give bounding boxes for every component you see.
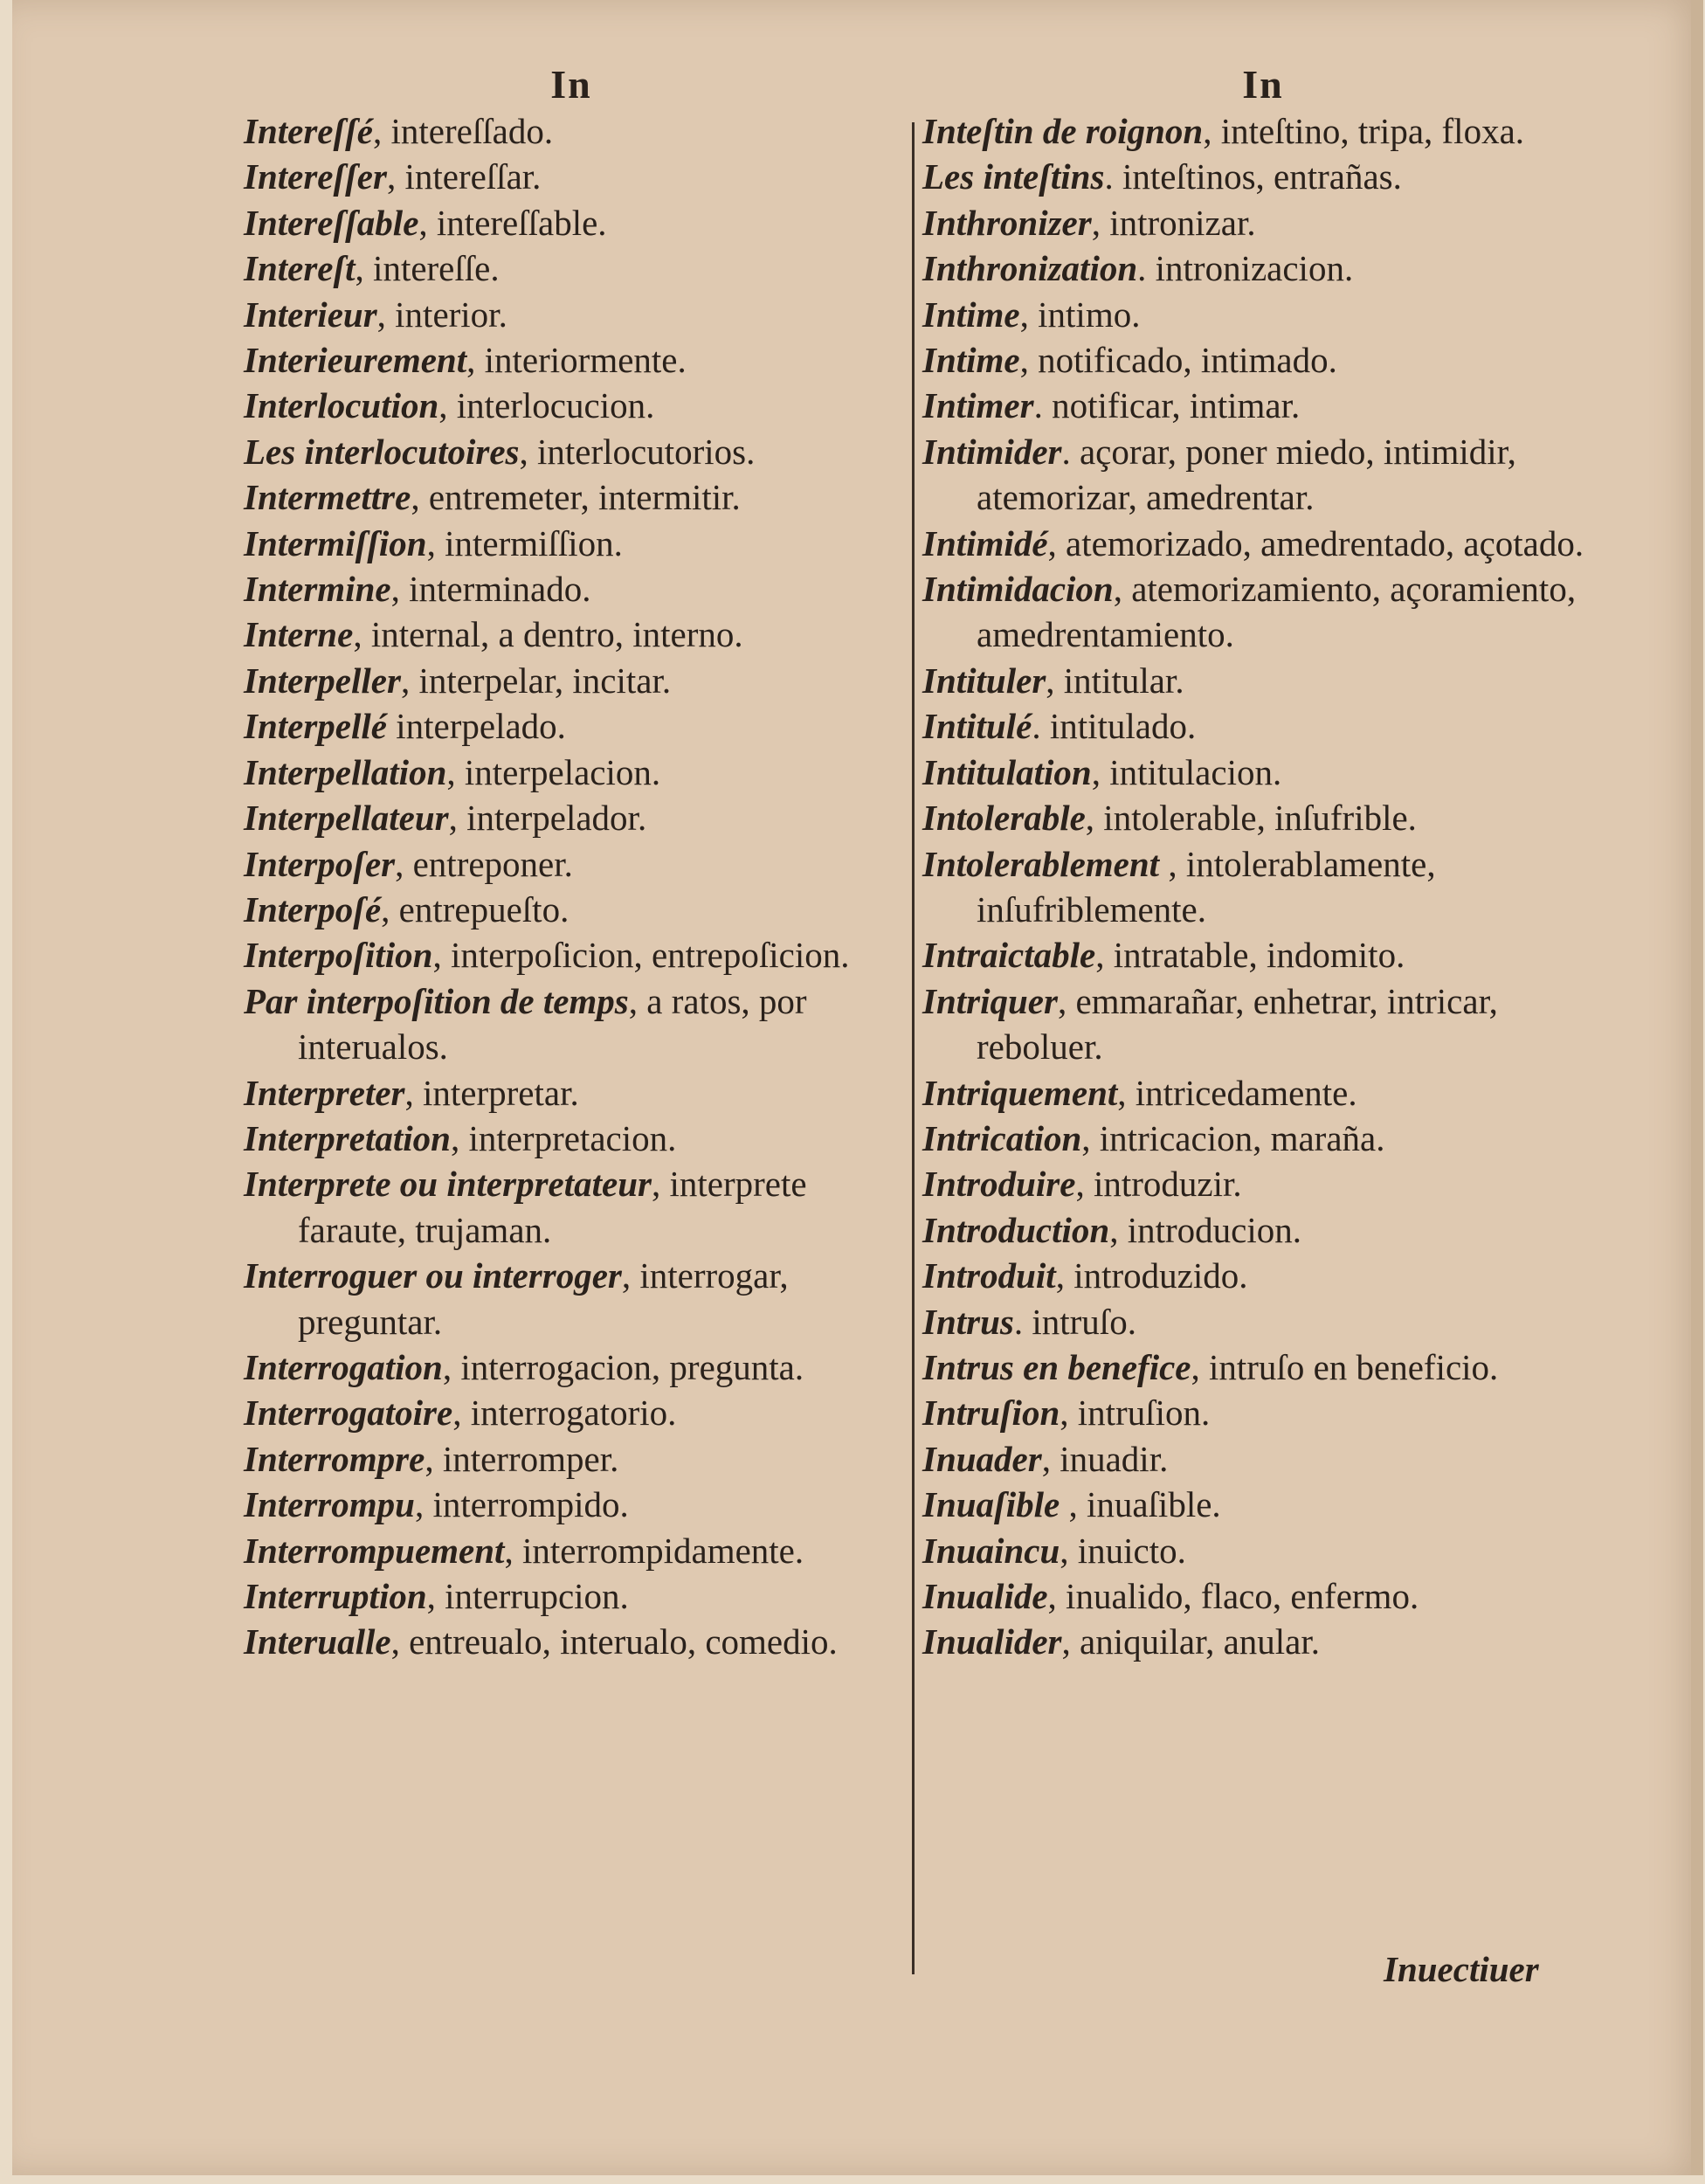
entry-headword: Interrompu — [244, 1484, 415, 1525]
dictionary-entry — [922, 841, 1604, 933]
entry-headword: Intolerablement — [922, 843, 1160, 884]
entry-translation: , intitulacion. — [1091, 751, 1282, 792]
dictionary-entry — [922, 108, 1604, 154]
entry-headword: Interrogation — [244, 1346, 443, 1387]
entry-translation: , interlocutorios. — [519, 431, 756, 472]
entry-headword: Inualider — [922, 1621, 1062, 1662]
entry-headword: Interualle — [244, 1621, 391, 1662]
entry-headword: Inuaincu — [922, 1530, 1060, 1571]
dictionary-entry — [244, 1116, 899, 1161]
entry-headword: Intitulé — [922, 706, 1032, 747]
entry-translation: . intronizacion. — [1137, 248, 1354, 289]
entry-translation: , interpelacion. — [446, 751, 661, 792]
entry-headword: Intermiſſion — [244, 522, 427, 563]
dictionary-entry — [922, 1344, 1604, 1390]
entry-translation: , introduzir. — [1075, 1164, 1242, 1205]
entry-translation: , intimo. — [1019, 294, 1141, 335]
entry-translation: , inuadir. — [1041, 1438, 1169, 1479]
entry-translation: , entreponer. — [395, 843, 573, 884]
column-divider — [912, 122, 915, 1974]
entry-translation: , interprete faraute, trujaman. — [298, 1164, 807, 1250]
entry-translation: , entreualo, interualo, comedio. — [390, 1621, 838, 1662]
entry-headword: Interpreter — [244, 1072, 405, 1113]
entry-translation: , entrepueſto. — [381, 888, 569, 930]
entry-headword: Interprete ou interpretateur — [244, 1164, 652, 1205]
entry-translation: , interrogatorio. — [452, 1393, 677, 1434]
entry-headword: Intituler — [922, 660, 1046, 701]
dictionary-entry — [244, 1070, 899, 1116]
entry-translation: , interpretar. — [404, 1072, 579, 1113]
entry-headword: Interpoſer — [244, 843, 396, 884]
entry-headword: Interroguer ou interroger — [244, 1255, 622, 1296]
dictionary-entry — [244, 1390, 899, 1435]
entry-translation: , intereſſable. — [418, 202, 607, 243]
dictionary-entry — [922, 383, 1604, 428]
entry-translation: , interiormente. — [466, 340, 687, 381]
catchword: Inuectiuer — [1384, 1949, 1539, 1989]
dictionary-entry — [244, 932, 899, 978]
dictionary-entry — [244, 429, 899, 474]
entry-headword: Interpoſition — [244, 935, 433, 976]
entry-translation: , a ratos, por interualos. — [298, 980, 807, 1068]
dictionary-entry — [244, 337, 899, 383]
entry-headword: Intereſſé — [244, 111, 374, 151]
entry-headword: Intrus — [922, 1301, 1014, 1342]
dictionary-entry — [244, 658, 899, 703]
entry-translation: , interlocucion. — [438, 385, 655, 426]
dictionary-entry — [244, 200, 899, 245]
entry-headword: Inthronizer — [922, 202, 1092, 243]
entry-headword: Interpretation — [244, 1117, 451, 1158]
entry-translation: , interpelador. — [448, 798, 647, 839]
entry-translation: , intereſſado. — [373, 111, 554, 151]
entry-headword: Intimidé — [922, 522, 1048, 563]
entry-headword: Les interlocutoires — [244, 431, 520, 472]
dictionary-entry — [244, 383, 899, 428]
entry-headword: Interpellé — [244, 706, 387, 747]
dictionary-entry — [244, 292, 899, 337]
entry-headword: Intime — [922, 340, 1020, 381]
entry-headword: Inualide — [922, 1576, 1048, 1616]
entry-translation: , atemorizado, amedrentado, açotado. — [1047, 522, 1584, 563]
entry-translation: , intolerable, inſufrible. — [1085, 798, 1417, 839]
entry-translation: , interpoſicion, entrepoſicion. — [432, 935, 850, 976]
entry-headword: Intimider — [922, 431, 1062, 472]
dictionary-entry — [244, 566, 899, 612]
entry-translation: , intolerablamente, inſufriblemente. — [977, 843, 1436, 930]
entry-headword: Intimer — [922, 385, 1034, 426]
dictionary-entry — [922, 1161, 1604, 1206]
dictionary-entry — [922, 1390, 1604, 1435]
entry-headword: Intraictable — [922, 935, 1096, 976]
dictionary-entry — [244, 1619, 899, 1664]
dictionary-entry — [922, 292, 1604, 337]
page-edge — [1691, 0, 1703, 2175]
dictionary-entry — [922, 1207, 1604, 1253]
dictionary-entry — [922, 337, 1604, 383]
entry-headword: Interpellateur — [244, 798, 449, 839]
dictionary-entry — [922, 1619, 1604, 1664]
running-head-right: In — [1242, 62, 1284, 107]
entry-translation: , intratable, indomito. — [1095, 935, 1405, 976]
dictionary-entry — [244, 1528, 899, 1573]
entry-translation: , inualido, flaco, enfermo. — [1047, 1576, 1419, 1616]
right-column — [922, 61, 1604, 1665]
dictionary-entry — [922, 1070, 1604, 1116]
entry-headword: Intruſion — [922, 1393, 1060, 1434]
entry-translation: , inuaſible. — [1060, 1484, 1221, 1525]
entry-headword: Interieur — [244, 294, 377, 335]
dictionary-entry — [922, 429, 1604, 521]
entry-translation: , notificado, intimado. — [1019, 340, 1337, 381]
entry-translation: . intruſo. — [1013, 1301, 1136, 1342]
entry-translation: , interpretacion. — [450, 1117, 677, 1158]
dictionary-entry — [244, 1161, 899, 1253]
entry-translation: . inteſtinos, entrañas. — [1104, 156, 1402, 197]
entry-headword: Interrogatoire — [244, 1393, 453, 1434]
entry-translation: , interrupcion. — [426, 1576, 629, 1616]
dictionary-entry — [244, 978, 899, 1070]
entry-headword: Intermettre — [244, 477, 411, 518]
entry-translation: , internal, a dentro, interno. — [353, 614, 743, 655]
dictionary-entry — [922, 703, 1604, 749]
dictionary-entry — [922, 200, 1604, 245]
dictionary-entry — [244, 1344, 899, 1390]
dictionary-entry — [922, 245, 1604, 291]
page — [12, 0, 1703, 2175]
entry-translation: interpelado. — [386, 706, 566, 747]
dictionary-entry — [244, 1436, 899, 1482]
dictionary-entry — [244, 887, 899, 932]
entry-headword: Inthronization — [922, 248, 1138, 289]
entry-headword: Introduit — [922, 1255, 1056, 1296]
entry-headword: Intime — [922, 294, 1020, 335]
dictionary-entry — [922, 1482, 1604, 1527]
entry-translation: , intereſſe. — [355, 248, 500, 289]
entry-headword: Les inteſtins — [922, 156, 1105, 197]
entry-headword: Interruption — [244, 1576, 427, 1616]
entry-translation: , introducion. — [1109, 1209, 1301, 1250]
entry-headword: Interne — [244, 614, 354, 655]
dictionary-entry — [922, 1116, 1604, 1161]
entry-translation: , inteſtino, tripa, floxa. — [1203, 111, 1525, 151]
dictionary-entry — [244, 245, 899, 291]
dictionary-entry — [244, 154, 899, 199]
dictionary-entry — [922, 1573, 1604, 1619]
entry-translation: , interrompidamente. — [504, 1530, 804, 1571]
entry-translation: , aniquilar, anular. — [1061, 1621, 1321, 1662]
entry-translation: , entremeter, intermitir. — [411, 477, 741, 518]
entry-translation: , intronizar. — [1091, 202, 1256, 243]
entry-headword: Intriquement — [922, 1072, 1118, 1113]
entry-headword: Interpeller — [244, 660, 401, 701]
entry-headword: Inuaſible — [922, 1484, 1060, 1525]
entry-translation: , intermiſſion. — [426, 522, 623, 563]
entry-translation: , interior. — [376, 294, 507, 335]
dictionary-entry — [922, 1299, 1604, 1344]
entry-translation: , intruſion. — [1060, 1393, 1211, 1434]
entry-translation: , intitular. — [1046, 660, 1184, 701]
entry-headword: Intimidacion — [922, 569, 1114, 610]
entry-translation: , emmarañar, enhetrar, intricar, reboluer. — [977, 980, 1498, 1068]
entry-translation: , interromper. — [425, 1438, 619, 1479]
dictionary-entry — [244, 1482, 899, 1527]
entry-translation: . notificar, intimar. — [1033, 385, 1301, 426]
dictionary-entry — [922, 795, 1604, 840]
dictionary-entry — [922, 1528, 1604, 1573]
left-column — [244, 61, 899, 1665]
dictionary-entry — [244, 703, 899, 749]
dictionary-entry — [244, 521, 899, 566]
entry-translation: . açorar, poner miedo, intimidir, atemorizar, amedrentar. — [977, 431, 1516, 518]
entry-translation: , interminado. — [390, 569, 591, 610]
entry-translation: , interpelar, incitar. — [400, 660, 672, 701]
entry-translation: , atemorizamiento, açoramiento, amedrentamiento. — [977, 569, 1577, 655]
dictionary-entry — [244, 750, 899, 795]
dictionary-entry — [922, 658, 1604, 703]
dictionary-entry — [244, 841, 899, 887]
dictionary-entry — [922, 750, 1604, 795]
dictionary-entry — [922, 521, 1604, 566]
dictionary-entry — [922, 1253, 1604, 1298]
entry-translation: , interrogar, preguntar. — [298, 1255, 789, 1342]
entry-headword: Intrus en benefice — [922, 1346, 1191, 1387]
entry-headword: Intermine — [244, 569, 391, 610]
dictionary-entry — [244, 795, 899, 840]
entry-headword: Intitulation — [922, 751, 1092, 792]
entry-headword: Interieurement — [244, 340, 467, 381]
entry-headword: Interlocution — [244, 385, 439, 426]
entry-translation: , intricedamente. — [1117, 1072, 1357, 1113]
entry-headword: Intolerable — [922, 798, 1086, 839]
dictionary-entry — [244, 612, 899, 657]
dictionary-entry — [922, 1436, 1604, 1482]
entry-translation: . intitulado. — [1032, 706, 1197, 747]
entry-headword: Interpellation — [244, 751, 447, 792]
entry-translation: , intereſſar. — [386, 156, 542, 197]
running-head-left: In — [550, 62, 592, 107]
entry-headword: Interrompuement — [244, 1530, 505, 1571]
entry-headword: Intereſt — [244, 248, 355, 289]
dictionary-entry — [244, 474, 899, 520]
dictionary-entry — [244, 108, 899, 154]
dictionary-entry — [922, 566, 1604, 658]
entry-translation: , inuicto. — [1060, 1530, 1186, 1571]
entry-headword: Intereſſable — [244, 202, 419, 243]
dictionary-entry — [244, 1253, 899, 1344]
entry-headword: Interrompre — [244, 1438, 425, 1479]
entry-headword: Intrication — [922, 1117, 1082, 1158]
dictionary-entry — [922, 978, 1604, 1070]
entry-headword: Intriquer — [922, 980, 1058, 1021]
left-entries — [244, 108, 899, 1665]
entry-translation: , introduzido. — [1055, 1255, 1248, 1296]
dictionary-entry — [922, 932, 1604, 978]
dictionary-entry — [244, 1573, 899, 1619]
entry-headword: Inuader — [922, 1438, 1042, 1479]
entry-headword: Introduction — [922, 1209, 1110, 1250]
right-entries — [922, 108, 1604, 1665]
entry-translation: , interrogacion, pregunta. — [442, 1346, 804, 1387]
entry-headword: Par interpoſition de temps — [244, 980, 629, 1021]
entry-headword: Introduire — [922, 1164, 1076, 1205]
entry-headword: Interpoſé — [244, 888, 382, 930]
dictionary-entry — [922, 154, 1604, 199]
entry-translation: , interrompido. — [414, 1484, 629, 1525]
entry-translation: , intruſo en beneficio. — [1191, 1346, 1499, 1387]
entry-headword: Intereſſer — [244, 156, 387, 197]
entry-translation: , intricacion, maraña. — [1081, 1117, 1385, 1158]
entry-headword: Inteſtin de roignon — [922, 111, 1204, 151]
